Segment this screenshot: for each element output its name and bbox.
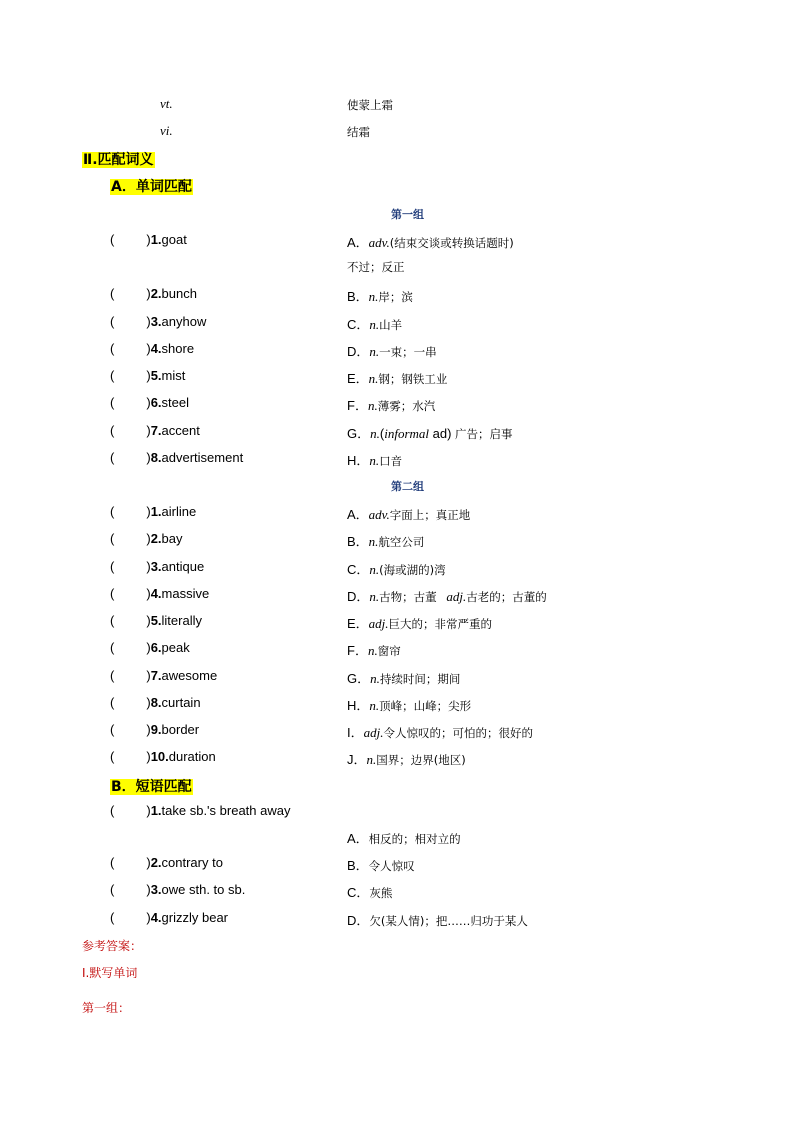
phrase-question-1-open-paren: ( bbox=[110, 803, 115, 818]
g1-question-1-number: 1. bbox=[150, 232, 162, 247]
g1-question-5-word: mist bbox=[161, 368, 186, 383]
phrase-question-1-blank bbox=[114, 803, 146, 818]
phrase-question-2-close-paren: ) bbox=[146, 855, 151, 870]
g2-question-2 bbox=[110, 531, 183, 546]
g2-option-8 bbox=[347, 695, 471, 714]
g1-option-6-text: 钢；钢铁工业 bbox=[378, 372, 448, 386]
phrase-question-3-blank bbox=[114, 882, 146, 897]
g1-option-8-text: 广告；启事 bbox=[455, 427, 513, 441]
g1-question-7-word: accent bbox=[161, 423, 200, 438]
g2-question-4-blank bbox=[114, 586, 146, 601]
phrase-question-3 bbox=[110, 882, 245, 897]
phrase-option-1 bbox=[347, 828, 461, 847]
g2-option-6-text: 窗帘 bbox=[377, 644, 401, 658]
g1-option-8-ad: ad) bbox=[429, 426, 456, 441]
g2-option-4-text2: 古老的；古董的 bbox=[466, 590, 547, 604]
top-row-2 bbox=[160, 123, 173, 139]
top-row-1 bbox=[160, 96, 173, 112]
g2-option-2-text: 航空公司 bbox=[378, 535, 425, 549]
g1-question-5-blank bbox=[114, 368, 146, 383]
g1-question-3-close-paren: ) bbox=[146, 314, 151, 329]
g2-question-5-word: literally bbox=[161, 613, 202, 628]
g1-question-4-close-paren: ) bbox=[146, 341, 151, 356]
g2-option-9-pos: adj. bbox=[363, 725, 384, 740]
phrase-option-2-text: 令人惊叹 bbox=[368, 859, 415, 873]
g2-option-4-letter: D． bbox=[347, 589, 370, 604]
g1-question-6-number: 6. bbox=[150, 395, 162, 410]
g1-question-1-open-paren: ( bbox=[110, 232, 115, 247]
g1-question-6-word: steel bbox=[161, 395, 189, 410]
g2-question-8-word: curtain bbox=[161, 695, 201, 710]
g1-option-8-letter: G． bbox=[347, 426, 371, 441]
g2-option-10-pos: n. bbox=[366, 752, 377, 767]
g1-option-9-letter: H． bbox=[347, 453, 370, 468]
g2-option-9 bbox=[347, 722, 533, 741]
phrase-option-1-letter: A． bbox=[347, 831, 369, 846]
g1-option-3 bbox=[347, 286, 413, 305]
g2-option-5 bbox=[347, 613, 492, 632]
g1-question-5-close-paren: ) bbox=[146, 368, 151, 383]
g2-option-1-pos: adv. bbox=[368, 507, 390, 522]
g1-option-8 bbox=[347, 423, 513, 442]
phrase-option-2-letter: B． bbox=[347, 858, 369, 873]
g2-option-5-letter: E． bbox=[347, 616, 369, 631]
g2-question-9-close-paren: ) bbox=[146, 722, 151, 737]
g2-question-6-word: peak bbox=[161, 640, 190, 655]
g2-question-2-word: bay bbox=[161, 531, 183, 546]
phrase-question-2-word: contrary to bbox=[161, 855, 223, 870]
phrase-question-4-blank bbox=[114, 910, 146, 925]
g1-option-8-paren: ( bbox=[379, 426, 385, 441]
part-b-heading bbox=[110, 776, 193, 796]
g2-question-4-number: 4. bbox=[150, 586, 162, 601]
answers-title: 参考答案： bbox=[82, 939, 143, 953]
part-a-title: A．单词匹配 bbox=[111, 179, 192, 195]
top-row-2-meaning: 结霜 bbox=[347, 125, 370, 139]
g2-question-6-number: 6. bbox=[150, 640, 162, 655]
phrase-question-3-number: 3. bbox=[150, 882, 162, 897]
g1-option-3-letter: B． bbox=[347, 289, 369, 304]
g2-option-8-text: 顶峰；山峰；尖形 bbox=[379, 699, 472, 713]
g1-question-2-blank bbox=[114, 286, 146, 301]
g2-question-3-open-paren: ( bbox=[110, 559, 115, 574]
g1-question-2 bbox=[110, 286, 197, 301]
g1-option-5-pos: n. bbox=[369, 344, 380, 359]
g2-option-8-letter: H． bbox=[347, 698, 370, 713]
g1-question-5-open-paren: ( bbox=[110, 368, 115, 383]
g1-option-7-letter: F． bbox=[347, 398, 368, 413]
phrase-option-3 bbox=[347, 882, 392, 901]
g1-question-5-number: 5. bbox=[150, 368, 162, 383]
phrase-option-4-letter: D． bbox=[347, 913, 370, 928]
g2-option-7 bbox=[347, 668, 460, 687]
g1-option-8-pos: n. bbox=[370, 426, 380, 441]
g1-question-3-number: 3. bbox=[150, 314, 162, 329]
g2-question-4-open-paren: ( bbox=[110, 586, 115, 601]
phrase-option-4-text: 欠(某人情)；把……归功于某人 bbox=[369, 914, 528, 928]
g2-option-4-gap bbox=[437, 589, 447, 604]
g1-question-4-word: shore bbox=[161, 341, 195, 356]
g2-option-7-pos: n. bbox=[370, 671, 380, 686]
g2-option-10-text: 国界；边界(地区) bbox=[376, 753, 466, 767]
g1-option-5 bbox=[347, 341, 437, 360]
g2-question-7-word: awesome bbox=[161, 668, 218, 683]
g1-option-7-pos: n. bbox=[367, 398, 378, 413]
g2-question-8-close-paren: ) bbox=[146, 695, 151, 710]
phrase-question-4-open-paren: ( bbox=[110, 910, 115, 925]
g2-option-9-text: 令人惊叹的；可怕的；很好的 bbox=[383, 726, 533, 740]
g2-option-5-text: 巨大的；非常严重的 bbox=[388, 617, 493, 631]
g2-question-2-close-paren: ) bbox=[146, 531, 151, 546]
phrase-question-1-close-paren: ) bbox=[146, 803, 151, 818]
g1-option-9-text: 口音 bbox=[379, 454, 403, 468]
g1-option-4 bbox=[347, 314, 402, 333]
g2-question-1-number: 1. bbox=[150, 504, 162, 519]
g2-question-6-blank bbox=[114, 640, 146, 655]
g2-option-3 bbox=[347, 559, 446, 578]
phrase-question-1-word: take sb.'s breath away bbox=[161, 803, 291, 818]
phrase-question-1-number: 1. bbox=[150, 803, 162, 818]
g2-question-1-word: airline bbox=[161, 504, 197, 519]
g1-option-5-letter: D． bbox=[347, 344, 370, 359]
g1-option-9 bbox=[347, 450, 402, 469]
g2-question-5-blank bbox=[114, 613, 146, 628]
g2-question-3 bbox=[110, 559, 204, 574]
g1-option-2-text: 不过；反正 bbox=[347, 260, 405, 274]
g1-question-2-number: 2. bbox=[150, 286, 162, 301]
g1-question-7-number: 7. bbox=[150, 423, 162, 438]
g2-question-1 bbox=[110, 504, 196, 519]
g1-option-4-letter: C． bbox=[347, 317, 370, 332]
g2-option-4 bbox=[347, 586, 547, 605]
phrase-question-3-open-paren: ( bbox=[110, 882, 115, 897]
g2-option-6-letter: F． bbox=[347, 643, 368, 658]
g2-question-10-open-paren: ( bbox=[110, 749, 115, 764]
g1-question-8 bbox=[110, 450, 243, 465]
g2-question-8-open-paren: ( bbox=[110, 695, 115, 710]
phrase-question-3-close-paren: ) bbox=[146, 882, 151, 897]
g1-question-8-close-paren: ) bbox=[146, 450, 151, 465]
g2-option-8-pos: n. bbox=[369, 698, 380, 713]
g2-option-6-pos: n. bbox=[367, 643, 378, 658]
top-row-1-pos: vt. bbox=[160, 96, 173, 111]
g1-question-6-close-paren: ) bbox=[146, 395, 151, 410]
g1-question-8-blank bbox=[114, 450, 146, 465]
g1-question-4-blank bbox=[114, 341, 146, 356]
g2-question-8 bbox=[110, 695, 201, 710]
g2-option-5-pos: adj. bbox=[368, 616, 389, 631]
g1-question-6-blank bbox=[114, 395, 146, 410]
g1-option-3-text: 岸；滨 bbox=[378, 290, 413, 304]
g2-question-7-close-paren: ) bbox=[146, 668, 151, 683]
g1-option-1-letter: A． bbox=[347, 235, 369, 250]
g1-question-8-number: 8. bbox=[150, 450, 162, 465]
g1-question-7-open-paren: ( bbox=[110, 423, 115, 438]
g2-option-10 bbox=[347, 749, 466, 768]
g2-option-2-letter: B． bbox=[347, 534, 369, 549]
g2-question-9 bbox=[110, 722, 199, 737]
g2-question-4 bbox=[110, 586, 209, 601]
g2-option-2 bbox=[347, 531, 424, 550]
g1-question-2-word: bunch bbox=[161, 286, 197, 301]
g2-question-9-blank bbox=[114, 722, 146, 737]
g1-option-1 bbox=[347, 232, 514, 251]
g1-question-8-open-paren: ( bbox=[110, 450, 115, 465]
g2-question-5-open-paren: ( bbox=[110, 613, 115, 628]
g2-question-7-blank bbox=[114, 668, 146, 683]
g2-question-3-word: antique bbox=[161, 559, 205, 574]
phrase-question-2-blank bbox=[114, 855, 146, 870]
phrase-option-2 bbox=[347, 855, 415, 874]
g2-question-10-number: 10. bbox=[150, 749, 169, 764]
phrase-question-2 bbox=[110, 855, 223, 870]
g2-question-8-blank bbox=[114, 695, 146, 710]
g2-question-10 bbox=[110, 749, 216, 764]
g1-question-1-close-paren: ) bbox=[146, 232, 151, 247]
g1-question-7-close-paren: ) bbox=[146, 423, 151, 438]
g1-option-6-pos: n. bbox=[368, 371, 379, 386]
g1-option-1-text: (结束交谈或转换话题时) bbox=[389, 236, 514, 250]
phrase-option-3-letter: C． bbox=[347, 885, 370, 900]
g2-option-1-letter: A． bbox=[347, 507, 369, 522]
g2-question-8-number: 8. bbox=[150, 695, 162, 710]
g2-question-3-blank bbox=[114, 559, 146, 574]
g2-question-5-close-paren: ) bbox=[146, 613, 151, 628]
g1-question-3-word: anyhow bbox=[161, 314, 207, 329]
g1-option-3-pos: n. bbox=[368, 289, 379, 304]
g2-question-5 bbox=[110, 613, 202, 628]
g1-question-4 bbox=[110, 341, 194, 356]
g1-option-7 bbox=[347, 395, 435, 414]
g2-question-6-close-paren: ) bbox=[146, 640, 151, 655]
g1-question-3-blank bbox=[114, 314, 146, 329]
phrase-question-4 bbox=[110, 910, 228, 925]
section-2-title: Ⅱ.匹配词义 bbox=[83, 152, 154, 168]
g2-question-2-number: 2. bbox=[150, 531, 162, 546]
phrase-question-4-number: 4. bbox=[150, 910, 162, 925]
g2-question-7-number: 7. bbox=[150, 668, 162, 683]
phrase-option-3-text: 灰熊 bbox=[369, 886, 393, 900]
g1-question-4-number: 4. bbox=[150, 341, 162, 356]
g2-option-4-pos: n. bbox=[369, 589, 380, 604]
g2-option-3-pos: n. bbox=[369, 562, 380, 577]
g1-option-4-text: 山羊 bbox=[379, 318, 403, 332]
g2-question-1-open-paren: ( bbox=[110, 504, 115, 519]
g1-question-7 bbox=[110, 423, 200, 438]
g2-question-10-close-paren: ) bbox=[146, 749, 151, 764]
g2-question-5-number: 5. bbox=[150, 613, 162, 628]
section-2-heading bbox=[82, 149, 155, 169]
part-b-title: B．短语匹配 bbox=[111, 779, 192, 795]
phrase-question-4-close-paren: ) bbox=[146, 910, 151, 925]
phrase-question-2-open-paren: ( bbox=[110, 855, 115, 870]
phrase-option-1-text: 相反的；相对立的 bbox=[368, 832, 461, 846]
g2-question-2-open-paren: ( bbox=[110, 531, 115, 546]
answers-group-1: 第一组： bbox=[82, 1001, 131, 1015]
g2-option-2-pos: n. bbox=[368, 534, 379, 549]
g2-question-2-blank bbox=[114, 531, 146, 546]
g2-question-1-blank bbox=[114, 504, 146, 519]
g2-option-4-text: 古物；古董 bbox=[379, 590, 437, 604]
g2-question-9-open-paren: ( bbox=[110, 722, 115, 737]
g2-option-7-letter: G． bbox=[347, 671, 371, 686]
g2-option-7-text: 持续时间；期间 bbox=[379, 672, 461, 686]
g2-option-3-letter: C． bbox=[347, 562, 370, 577]
g1-question-2-open-paren: ( bbox=[110, 286, 115, 301]
g2-question-6-open-paren: ( bbox=[110, 640, 115, 655]
group-1-title: 第一组 bbox=[391, 208, 424, 221]
g1-question-1-blank bbox=[114, 232, 146, 247]
g1-option-5-text: 一束；一串 bbox=[379, 345, 437, 359]
g2-option-10-letter: J． bbox=[347, 752, 367, 767]
g1-option-6-letter: E． bbox=[347, 371, 369, 386]
g2-option-3-text: (海或湖的)湾 bbox=[379, 563, 446, 577]
g2-question-10-word: duration bbox=[168, 749, 216, 764]
g1-question-5 bbox=[110, 368, 185, 383]
g1-option-4-pos: n. bbox=[369, 317, 380, 332]
g2-question-3-close-paren: ) bbox=[146, 559, 151, 574]
g1-option-1-pos: adv. bbox=[368, 235, 390, 250]
g1-option-9-pos: n. bbox=[369, 453, 380, 468]
g1-question-4-open-paren: ( bbox=[110, 341, 115, 356]
phrase-question-2-number: 2. bbox=[150, 855, 162, 870]
g2-question-6 bbox=[110, 640, 190, 655]
top-row-1-meaning: 使蒙上霜 bbox=[347, 98, 393, 112]
g1-option-7-text: 薄雾；水汽 bbox=[377, 399, 436, 413]
g1-question-1-word: goat bbox=[161, 232, 187, 247]
g1-question-8-word: advertisement bbox=[161, 450, 244, 465]
g2-option-9-letter: I． bbox=[347, 725, 364, 740]
phrase-question-3-word: owe sth. to sb. bbox=[161, 882, 246, 897]
g1-option-2 bbox=[347, 259, 405, 275]
phrase-option-4 bbox=[347, 910, 528, 929]
phrase-question-4-word: grizzly bear bbox=[161, 910, 228, 925]
g2-question-1-close-paren: ) bbox=[146, 504, 151, 519]
g2-question-7 bbox=[110, 668, 217, 683]
g1-question-6-open-paren: ( bbox=[110, 395, 115, 410]
g1-question-6 bbox=[110, 395, 189, 410]
g1-option-8-informal: informal bbox=[384, 426, 430, 441]
g1-question-3-open-paren: ( bbox=[110, 314, 115, 329]
g2-question-4-close-paren: ) bbox=[146, 586, 151, 601]
part-a-heading bbox=[110, 176, 193, 196]
g2-option-4-pos2: adj. bbox=[446, 589, 467, 604]
g1-question-2-close-paren: ) bbox=[146, 286, 151, 301]
g2-question-9-word: border bbox=[161, 722, 200, 737]
g2-option-6 bbox=[347, 640, 401, 659]
g2-option-1-text: 字面上；真正地 bbox=[389, 508, 471, 522]
g2-question-7-open-paren: ( bbox=[110, 668, 115, 683]
top-row-2-pos: vi. bbox=[160, 123, 173, 138]
g1-question-1 bbox=[110, 232, 187, 247]
g1-question-7-blank bbox=[114, 423, 146, 438]
g2-question-4-word: massive bbox=[161, 586, 210, 601]
g2-question-10-blank bbox=[114, 749, 146, 764]
group-2-title: 第二组 bbox=[391, 480, 424, 493]
g2-option-1 bbox=[347, 504, 470, 523]
answers-section-1: Ⅰ.默写单词 bbox=[82, 966, 138, 980]
g1-option-6 bbox=[347, 368, 447, 387]
g1-question-3 bbox=[110, 314, 206, 329]
phrase-question-1 bbox=[110, 803, 290, 818]
g2-question-9-number: 9. bbox=[150, 722, 162, 737]
g2-question-3-number: 3. bbox=[150, 559, 162, 574]
